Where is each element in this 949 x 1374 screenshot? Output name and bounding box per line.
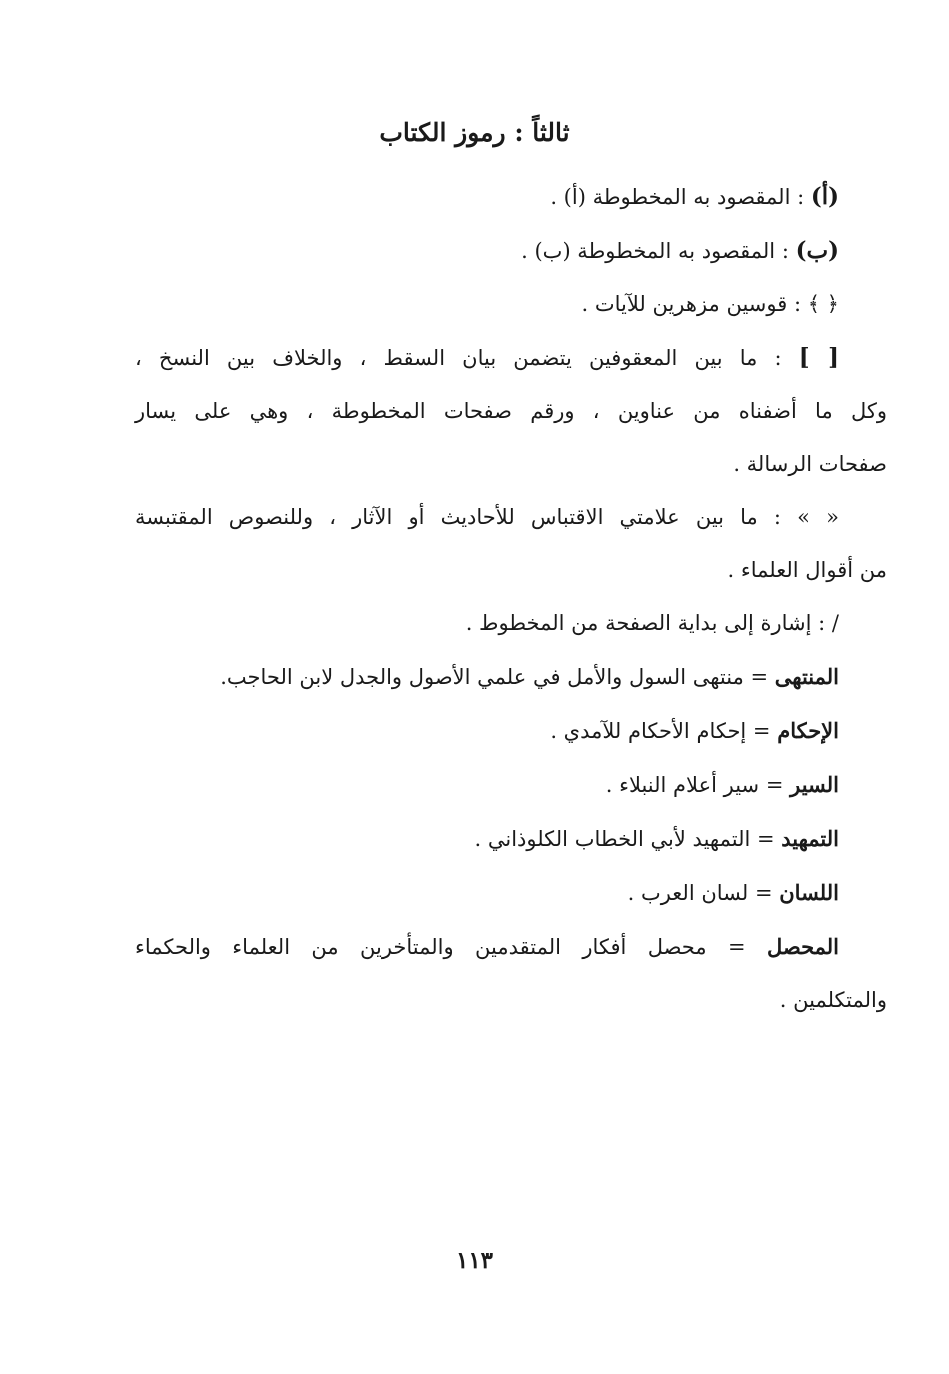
abbreviation-line [135,758,887,812]
symbol-line-b [135,224,887,278]
section-title: ثالثاً : رموز الكتاب [379,118,570,147]
abbreviation-line [135,704,887,758]
abbreviation-definition: = سير أعلام النبلاء . [605,773,791,797]
symbol-slash: / [831,611,839,635]
symbol-line-slash [135,597,887,650]
abbreviation-definition: = إحكام الأحكام للآمدي . [550,719,778,743]
abbreviation-line [135,920,887,974]
symbol-a-text: : المقصود به المخطوطة (أ) . [550,185,811,209]
abbreviation-definition: = محصل أفكار المتقدمين والمتأخرين من العلماء والحكماء [135,935,767,959]
symbol-quran-text: : قوسين مزهرين للآيات . [581,292,808,316]
symbol-b-text: : المقصود به المخطوطة (ب) . [521,239,796,263]
symbol-brackets-text-3: صفحات الرسالة . [733,452,887,476]
symbol-slash-text: : إشارة إلى بداية الصفحة من المخطوط . [465,611,832,635]
abbreviation-term: السير [790,772,839,797]
abbreviation-term: المنتهى [774,664,839,689]
abbreviation-line [135,650,887,704]
symbol-b: (ب) [795,237,839,264]
symbol-line-quran [135,278,887,331]
symbol-brackets-text-1: : ما بين المعقوفين يتضمن بيان السقط ، والخلاف بين النسخ ، [135,346,799,370]
symbol-line-a [135,170,887,224]
abbreviation-definition: = لسان العرب . [627,881,780,905]
symbol-line-brackets [135,331,887,385]
symbol-square-brackets: [ ] [798,344,840,371]
abbreviation-line [135,812,887,866]
abbreviation-definition: = منتهى السول والأمل في علمي الأصول والجدل لابن الحاجب. [220,665,775,689]
symbol-quran-brackets: ﴿ ﴾ [807,292,839,316]
symbol-brackets-text-2: وكل ما أضفناه من عناوين ، ورقم صفحات المخطوطة ، وهي على يسار [135,399,887,423]
abbreviation-term: المحصل [766,934,839,959]
symbol-line-quotes [135,491,887,544]
symbol-quote-text-2: من أقوال العلماء . [727,558,887,582]
page-number: ١١٣ [455,1247,494,1274]
content-body [135,170,887,1027]
abbreviation-definition: = التمهيد لأبي الخطاب الكلوذاني . [474,827,782,851]
symbol-quote-marks: « » [797,505,839,529]
abbreviation-term: التمهيد [781,826,839,851]
abbreviation-term: اللسان [779,880,839,905]
abbreviation-term: الإحكام [777,718,839,743]
abbreviation-continuation: والمتكلمين . [779,988,887,1012]
symbol-a: (أ) [810,183,839,210]
symbol-quote-text-1: : ما بين علامتي الاقتباس للأحاديث أو الآثار ، وللنصوص المقتبسة [135,505,798,529]
abbreviation-line [135,866,887,920]
